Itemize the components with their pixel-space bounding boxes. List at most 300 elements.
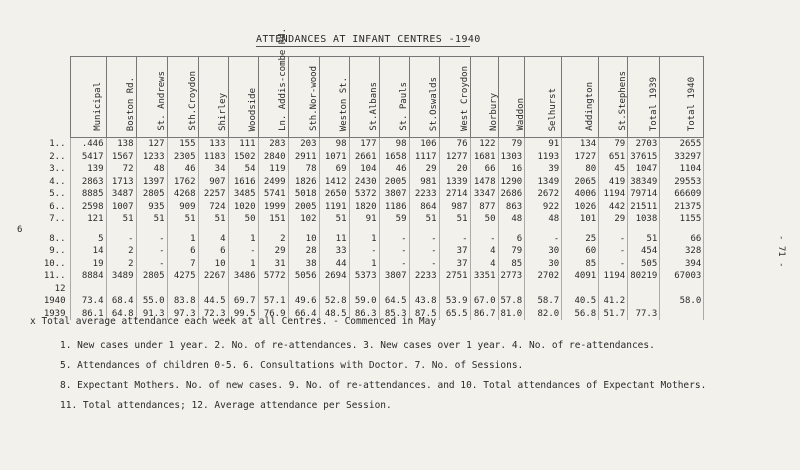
table-cell: 39 [525,163,562,176]
table-cell: 2499 [258,176,288,189]
table-cell [258,283,288,296]
table-cell: 86.7 [470,308,498,321]
table-cell: 29 [258,245,288,258]
table-cell: .446 [70,138,106,151]
table-cell: 30 [525,245,562,258]
note-line4: 11. Total attendances; 12. Average attendance per Session. [60,400,392,411]
table-cell: 1 [167,233,198,246]
table-cell: 151 [258,213,288,226]
column-header-label: St.Stephens [618,71,629,131]
table-cell: 72.3 [198,308,228,321]
table-cell: 69.7 [228,295,258,308]
table-cell [562,226,599,233]
table-cell: 59 [379,213,409,226]
table-cell: 53.9 [439,295,470,308]
table-cell: 28 [288,245,319,258]
table-cell: 2 [106,245,136,258]
table-cell: 48 [136,163,167,176]
table-row [30,295,704,308]
table-cell: 79 [498,138,525,151]
table-cell: 4275 [167,270,198,283]
table-cell: 19 [70,258,106,271]
table-cell: 505 [628,258,660,271]
table-cell: 2598 [70,201,106,214]
table-cell: 2805 [136,270,167,283]
table-cell: 67.0 [470,295,498,308]
table-cell: 138 [106,138,136,151]
row-label: 12 [54,283,66,294]
table-row [30,213,704,226]
table-cell [258,226,288,233]
table-cell: 1104 [660,163,704,176]
table-cell: 3485 [228,188,258,201]
column-header [660,57,704,138]
table-cell: 1339 [439,176,470,189]
column-header-label: Selhurst [548,87,559,131]
table-cell [439,226,470,233]
table-cell: - [136,233,167,246]
table-cell: 50 [228,213,258,226]
table-cell: 48.5 [319,308,349,321]
table-cell: 442 [599,201,628,214]
table-cell: - [525,233,562,246]
table-cell [562,283,599,296]
table-cell: 1616 [228,176,258,189]
table-cell: 2686 [498,188,525,201]
table-row [30,258,704,271]
table-cell: 37 [439,258,470,271]
table-cell: 121 [70,213,106,226]
row-label: 10.. [43,258,66,269]
table-cell: 111 [228,138,258,151]
table-cell: 33297 [660,151,704,164]
table-cell: 139 [70,163,106,176]
table-cell: 909 [167,201,198,214]
column-header-label: Ln. Addis-combe Rd. [278,28,288,131]
table-cell [349,283,379,296]
table-cell: 1658 [379,151,409,164]
table-cell [525,283,562,296]
table-cell: 3807 [379,270,409,283]
table-cell: 58.7 [525,295,562,308]
table-cell: 7 [167,258,198,271]
table-cell: 1727 [562,151,599,164]
column-header [167,57,198,138]
table-cell: - [106,233,136,246]
column-header-label: St.Albans [369,82,379,131]
column-header [258,28,288,138]
table-cell: - [599,258,628,271]
column-header [319,57,349,138]
table-cell: 76 [439,138,470,151]
table-cell: 8885 [70,188,106,201]
table-cell [628,226,660,233]
table-cell [228,283,258,296]
column-header-label: Total 1939 [648,76,659,131]
table-cell: 54 [228,163,258,176]
table-row [30,176,704,189]
table-cell: 81.0 [498,308,525,321]
table-cell: 1713 [106,176,136,189]
table-cell: 864 [409,201,439,214]
table-cell: 2655 [660,138,704,151]
table-cell: 60 [562,245,599,258]
side-number: 6 [17,225,23,235]
table-cell: 2703 [628,138,660,151]
table-cell: 2005 [379,176,409,189]
table-cell: 2863 [70,176,106,189]
table-cell: 2257 [198,188,228,201]
table-cell: 863 [498,201,525,214]
table-cell: 98 [379,138,409,151]
table-cell [198,226,228,233]
row-label: 3.. [49,164,66,174]
table-cell: 86.3 [349,308,379,321]
table-cell: 46 [167,163,198,176]
table-cell: 2751 [439,270,470,283]
table-cell: 65.5 [439,308,470,321]
table-cell: 49.6 [288,295,319,308]
table-cell [599,283,628,296]
row-label: 8.. [49,233,66,244]
table-cell: 1 [228,258,258,271]
table-cell: 2714 [439,188,470,201]
table-cell: 91 [349,213,379,226]
table-cell: 5 [70,233,106,246]
note-line3: 8. Expectant Mothers. No. of new cases. 9. No. of re-attendances. and 10. Total attendances of Expectant Mothers. [60,380,707,391]
note-star: x Total average attendance each week at all Centres. - Commenced in May [30,316,437,327]
row-label [30,226,70,233]
table-cell: 1007 [106,201,136,214]
table-cell: 30 [525,258,562,271]
table-row [30,233,704,246]
table-cell: 155 [167,138,198,151]
table-cell: 64.5 [379,295,409,308]
table-cell: 76.9 [258,308,288,321]
table-cell: 1191 [319,201,349,214]
table-cell [498,226,525,233]
table-cell: 1038 [628,213,660,226]
table-cell: 85 [562,258,599,271]
column-header-label: St. Pauls [399,82,409,131]
table-cell [70,226,106,233]
table-cell: 21375 [660,201,704,214]
table-cell: 1233 [136,151,167,164]
table-cell: 1412 [319,176,349,189]
table-cell: 31 [258,258,288,271]
table-cell: 3351 [470,270,498,283]
table-cell: 1762 [167,176,198,189]
row-label: 1940 [43,296,66,306]
table-cell: 78 [288,163,319,176]
table-cell: 51 [106,213,136,226]
column-header-label: Municipal [93,82,103,131]
table-cell: 3486 [228,270,258,283]
table-cell [106,226,136,233]
table-cell: 33 [319,245,349,258]
column-header-label: Woodside [248,87,258,131]
table-cell: 1567 [106,151,136,164]
table-cell: 1478 [470,176,498,189]
column-header [349,57,379,138]
table-cell: 177 [349,138,379,151]
row-label: 4.. [49,176,66,187]
table-cell: 102 [288,213,319,226]
table-cell [167,226,198,233]
table-cell: 1183 [198,151,228,164]
table-cell: 2805 [136,188,167,201]
table-cell: - [349,245,379,258]
table-cell: 3807 [379,188,409,201]
column-header-label: Addington [585,82,596,131]
table-cell: 10 [198,258,228,271]
table-row [30,201,704,214]
table-cell: 97.3 [167,308,198,321]
table-cell: 6 [167,245,198,258]
table-cell: 21511 [628,201,660,214]
table-cell: 1820 [349,201,379,214]
table-cell: 10 [288,233,319,246]
table-cell [228,226,258,233]
table-cell: - [409,233,439,246]
table-cell [379,283,409,296]
table-cell [628,295,660,308]
table-cell: 2005 [288,201,319,214]
table-cell: 79714 [628,188,660,201]
table-cell: 1047 [628,163,660,176]
table-cell: 4 [198,233,228,246]
table-cell: 40.5 [562,295,599,308]
table-cell: 80219 [628,270,660,283]
table-cell: 44 [319,258,349,271]
table-cell: 2694 [319,270,349,283]
table-cell: 283 [258,138,288,151]
table-cell: 55.0 [136,295,167,308]
table-cell: 45 [599,163,628,176]
table-cell: 2233 [409,270,439,283]
table-cell: 2773 [498,270,525,283]
table-cell: - [136,258,167,271]
table-cell: 68.4 [106,295,136,308]
table-cell: 3487 [106,188,136,201]
row-label: 1.. [49,138,66,149]
table-cell: - [409,258,439,271]
table-row [30,151,704,164]
table-cell: 1020 [228,201,258,214]
table-row [30,283,704,296]
table-cell: 1071 [319,151,349,164]
table-cell [660,308,704,321]
column-header-label: St.Oswalds [429,76,439,131]
title-underline [256,46,470,47]
table-cell: 1186 [379,201,409,214]
column-header [106,57,136,138]
table-header-row [30,57,704,138]
table-cell [136,283,167,296]
column-header [562,57,599,138]
table-cell: 106 [409,138,439,151]
table-cell: 79 [498,245,525,258]
table-cell: 133 [198,138,228,151]
table-cell: 1 [349,233,379,246]
table-cell: 43.8 [409,295,439,308]
table-cell: 14 [70,245,106,258]
table-cell: 86.1 [70,308,106,321]
table-cell: 1681 [470,151,498,164]
table-cell: 4268 [167,188,198,201]
table-cell: 4 [470,258,498,271]
table-cell: 87.5 [409,308,439,321]
table-cell: 394 [660,258,704,271]
table-cell [349,226,379,233]
table-cell: 29 [409,163,439,176]
table-cell: 37 [439,245,470,258]
table-cell [136,226,167,233]
table-cell: 11 [319,233,349,246]
table-cell: - [470,233,498,246]
table-cell [470,226,498,233]
column-header-label: Sth.Nor-wood [308,65,319,131]
table-cell: 1155 [660,213,704,226]
table-cell: 3347 [470,188,498,201]
table-cell: 1194 [599,270,628,283]
table-cell: 56.8 [562,308,599,321]
table-cell: 66.4 [288,308,319,321]
table-cell: 91.3 [136,308,167,321]
row-label: 11.. [43,271,66,281]
table-cell: 51 [439,213,470,226]
table-cell: 454 [628,245,660,258]
table-cell: 44.5 [198,295,228,308]
table-cell: 2650 [319,188,349,201]
table-cell: 2661 [349,151,379,164]
table-cell: 1303 [498,151,525,164]
table-cell: 29 [599,213,628,226]
table-cell: 2267 [198,270,228,283]
table-cell: 5056 [288,270,319,283]
column-header-label: Shirley [218,93,228,131]
table-cell [409,226,439,233]
table-cell: 85 [498,258,525,271]
column-header-label: Waddon [516,98,527,131]
column-header [228,57,258,138]
table-cell: 5741 [258,188,288,201]
table-row [30,188,704,201]
column-header [470,57,498,138]
table-cell: 82.0 [525,308,562,321]
table-cell: 981 [409,176,439,189]
table-cell: 48 [498,213,525,226]
table-cell: 38349 [628,176,660,189]
table-cell [167,283,198,296]
row-label: 9.. [49,246,66,256]
table-cell: 34 [198,163,228,176]
table-cell: 987 [439,201,470,214]
table-cell: 935 [136,201,167,214]
table-cell [628,283,660,296]
table-row [30,226,704,233]
column-header [409,57,439,138]
table-cell: 5417 [70,151,106,164]
column-header [379,57,409,138]
row-label: 6.. [49,201,66,212]
table-cell [525,226,562,233]
table-cell: 2233 [409,188,439,201]
table-cell: 8884 [70,270,106,283]
column-header [498,57,525,138]
table-cell: 134 [562,138,599,151]
table-cell [198,283,228,296]
note-line1: 1. New cases under 1 year. 2. No. of re-attendances. 3. New cases over 1 year. 4. No. of re-attendances. [60,340,655,351]
column-header-label: Sth.Croydon [187,71,198,131]
table-cell: 85.3 [379,308,409,321]
table-cell: 5772 [258,270,288,283]
table-cell: 69 [319,163,349,176]
column-header [70,57,106,138]
table-cell: 57.1 [258,295,288,308]
table-cell: - [379,258,409,271]
table-cell: 98 [319,138,349,151]
table-cell: 58.0 [660,295,704,308]
table-cell: 6 [498,233,525,246]
table-cell: 1026 [562,201,599,214]
row-label: 1939 [43,308,66,319]
table-cell: - [136,245,167,258]
table-cell: 1117 [409,151,439,164]
table-cell: 51 [409,213,439,226]
table-cell: 79 [599,138,628,151]
column-header [136,57,167,138]
table-cell: 2911 [288,151,319,164]
table-cell: 203 [288,138,319,151]
table-cell: 41.2 [599,295,628,308]
table-cell: 48 [525,213,562,226]
table-cell: 72 [106,163,136,176]
note-line2: 5. Attendances of children 0-5. 6. Consultations with Doctor. 7. No. of Sessions. [60,360,524,371]
table-cell [288,283,319,296]
table-cell: 101 [562,213,599,226]
table-cell [288,226,319,233]
table-cell [379,226,409,233]
table-row [30,270,704,283]
table-cell: 328 [660,245,704,258]
column-header [288,57,319,138]
column-header [439,57,470,138]
table-cell [439,283,470,296]
table-cell: 2065 [562,176,599,189]
table-cell: 51 [319,213,349,226]
table-cell: 73.4 [70,295,106,308]
table-cell: 2672 [525,188,562,201]
table-cell: 5373 [349,270,379,283]
column-header-label: St. Andrews [156,71,167,131]
table-cell: 4091 [562,270,599,283]
table-cell: 91 [525,138,562,151]
table-cell: 1193 [525,151,562,164]
table-cell: 37615 [628,151,660,164]
table-cell [70,283,106,296]
column-header-label: Weston St. [339,76,349,131]
column-header-label: Norbury [489,93,499,131]
table-cell: 127 [136,138,167,151]
table-cell: 2 [106,258,136,271]
table-cell: 25 [562,233,599,246]
table-cell [470,283,498,296]
table-cell: 2 [258,233,288,246]
table-cell: 5018 [288,188,319,201]
table-cell: 51.7 [599,308,628,321]
table-cell: 1397 [136,176,167,189]
